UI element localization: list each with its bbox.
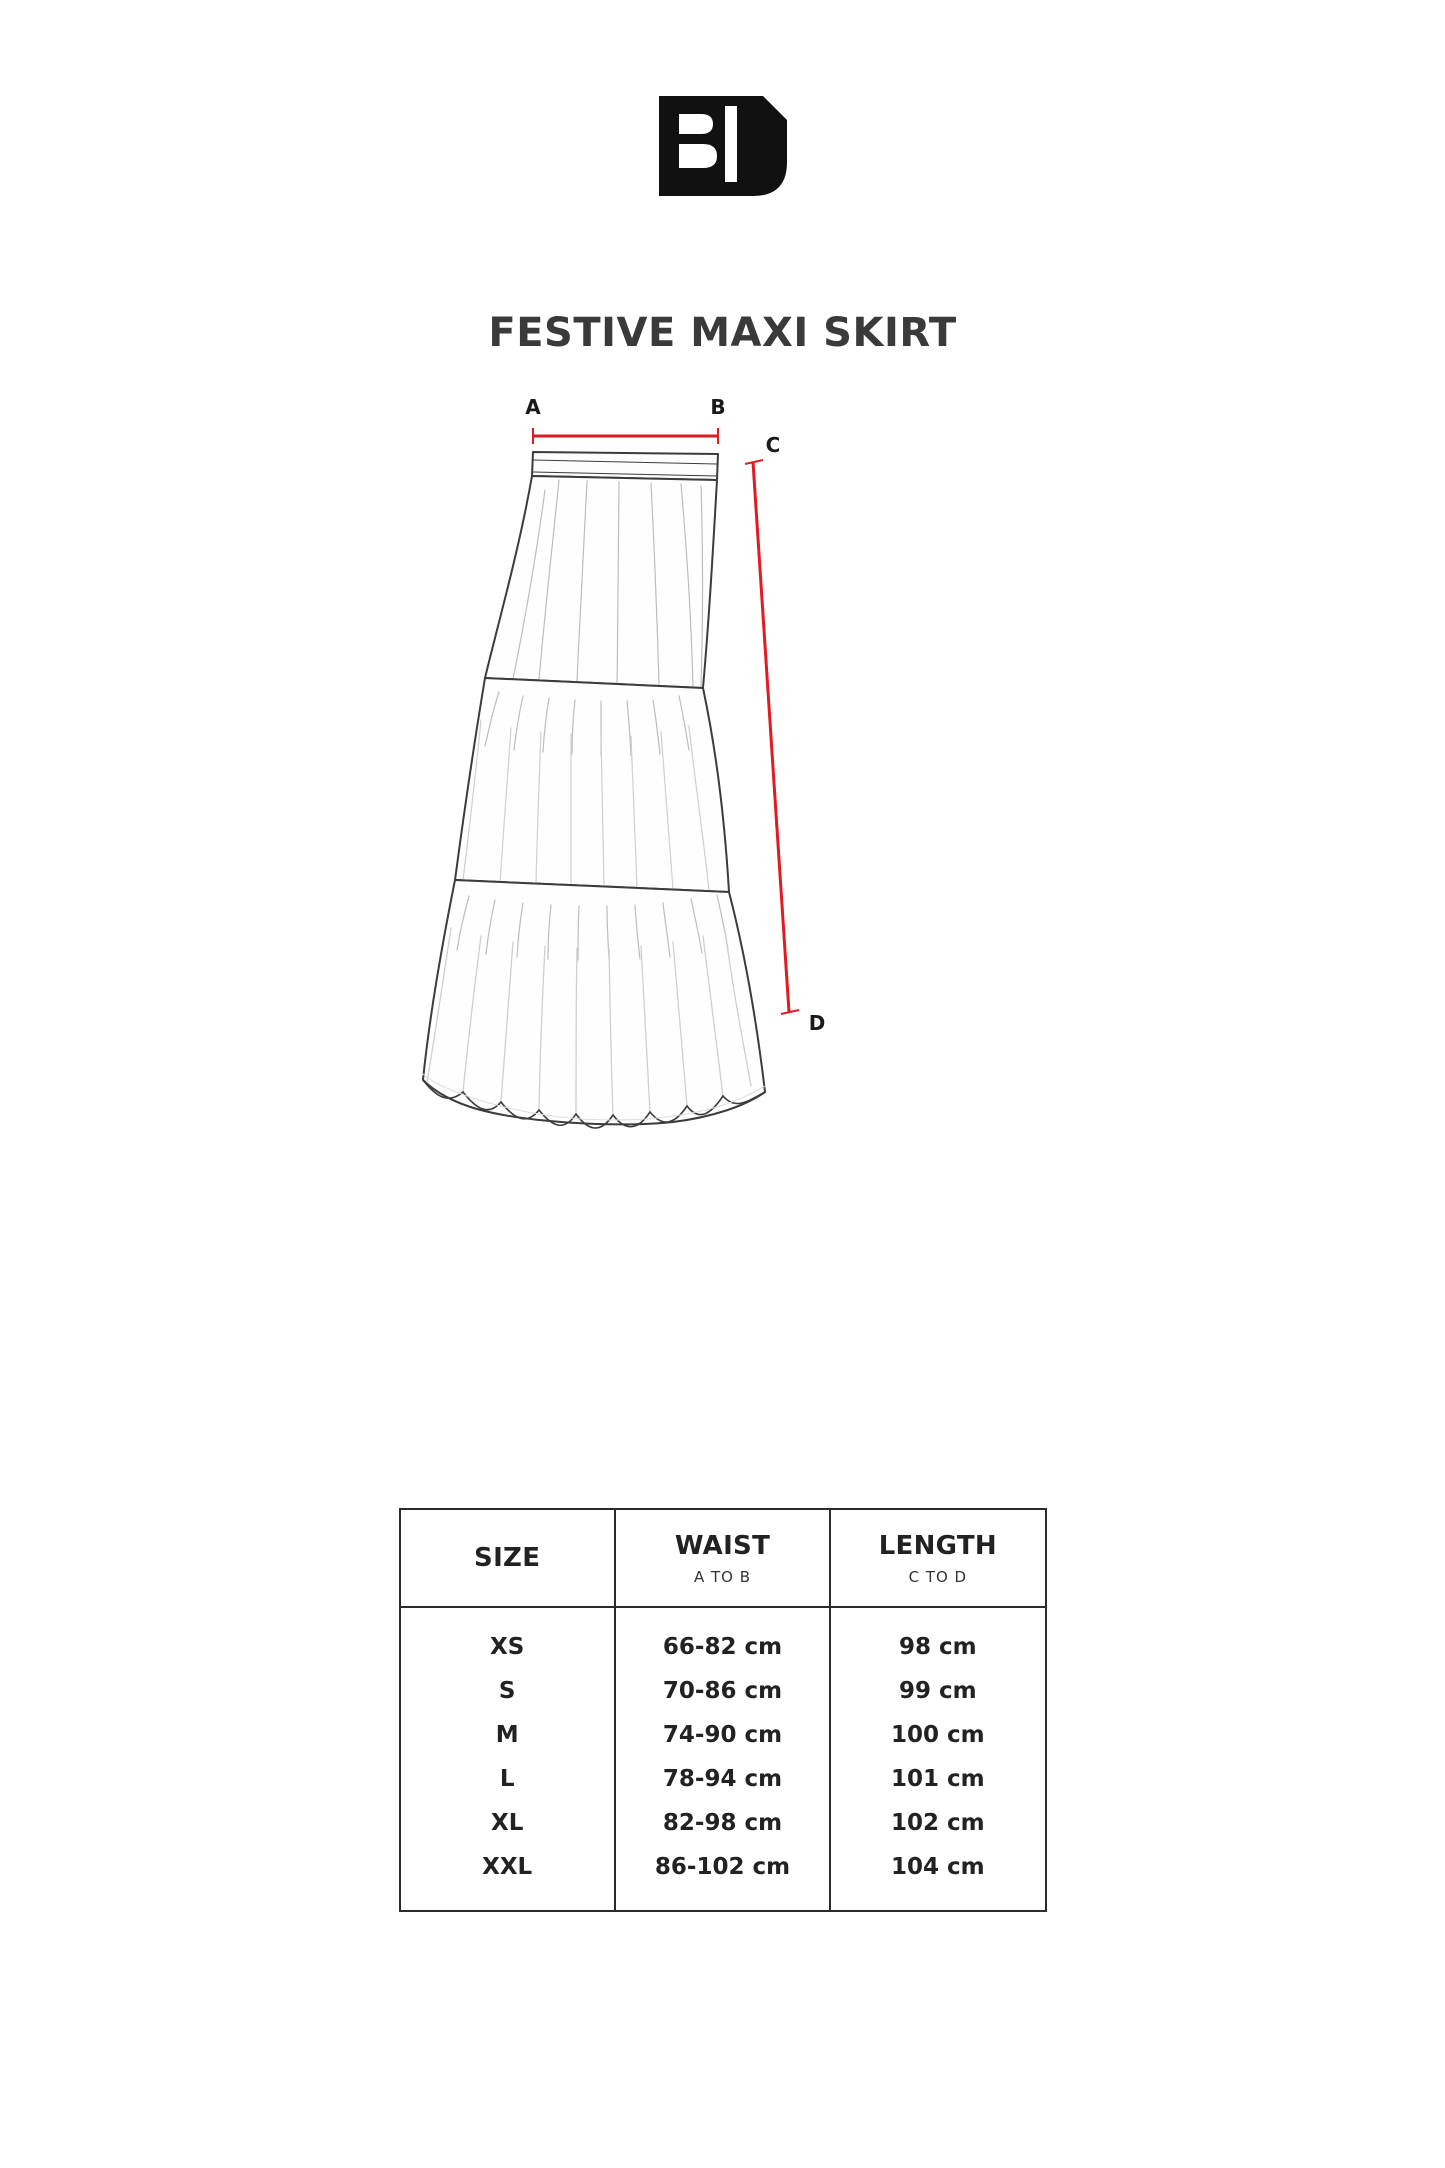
cell-length: 100 cm xyxy=(830,1713,1045,1757)
bj-monogram-logo xyxy=(655,92,791,200)
table-row xyxy=(400,1669,1046,1713)
table-row xyxy=(400,1607,1046,1669)
column-header-size xyxy=(400,1509,615,1607)
cell-size: S xyxy=(400,1669,615,1713)
page-title: FESTIVE MAXI SKIRT xyxy=(488,310,957,356)
cell-length: 98 cm xyxy=(830,1607,1045,1669)
column-header-length-main: LENGTH xyxy=(878,1531,997,1561)
tiered-maxi-skirt-technical-drawing xyxy=(0,380,1445,1240)
table-row xyxy=(400,1801,1046,1845)
size-chart-header xyxy=(400,1509,1046,1607)
cell-size: XS xyxy=(400,1607,615,1669)
cell-waist: 70-86 cm xyxy=(615,1669,830,1713)
cell-waist: 66-82 cm xyxy=(615,1607,830,1669)
cell-length: 101 cm xyxy=(830,1757,1045,1801)
table-row xyxy=(400,1713,1046,1757)
cell-length: 102 cm xyxy=(830,1801,1045,1845)
cell-size: XL xyxy=(400,1801,615,1845)
table-row xyxy=(400,1845,1046,1911)
column-header-length xyxy=(830,1509,1045,1607)
column-header-length-sub: C TO D xyxy=(908,1567,968,1586)
cell-waist: 82-98 cm xyxy=(615,1801,830,1845)
column-header-waist-sub: A TO B xyxy=(693,1567,752,1586)
marker-c: C xyxy=(765,433,780,457)
column-header-waist xyxy=(615,1509,830,1607)
table-header-row xyxy=(400,1509,1046,1607)
cell-length: 99 cm xyxy=(830,1669,1045,1713)
cell-waist: 86-102 cm xyxy=(615,1845,830,1911)
brand-logo-container xyxy=(0,0,1445,200)
size-chart-container xyxy=(399,1508,1047,1912)
marker-d: D xyxy=(808,1011,825,1035)
marker-b: B xyxy=(709,395,726,419)
cell-size: XXL xyxy=(400,1845,615,1911)
marker-a: A xyxy=(524,395,541,419)
column-header-waist-main: WAIST xyxy=(674,1531,771,1561)
size-chart-table xyxy=(399,1508,1047,1912)
cell-size: M xyxy=(400,1713,615,1757)
cell-waist: 78-94 cm xyxy=(615,1757,830,1801)
cell-length: 104 cm xyxy=(830,1845,1045,1911)
size-chart-body xyxy=(400,1607,1046,1911)
cell-waist: 74-90 cm xyxy=(615,1713,830,1757)
cell-size: L xyxy=(400,1757,615,1801)
column-header-size-main: SIZE xyxy=(474,1543,541,1573)
table-row xyxy=(400,1757,1046,1801)
